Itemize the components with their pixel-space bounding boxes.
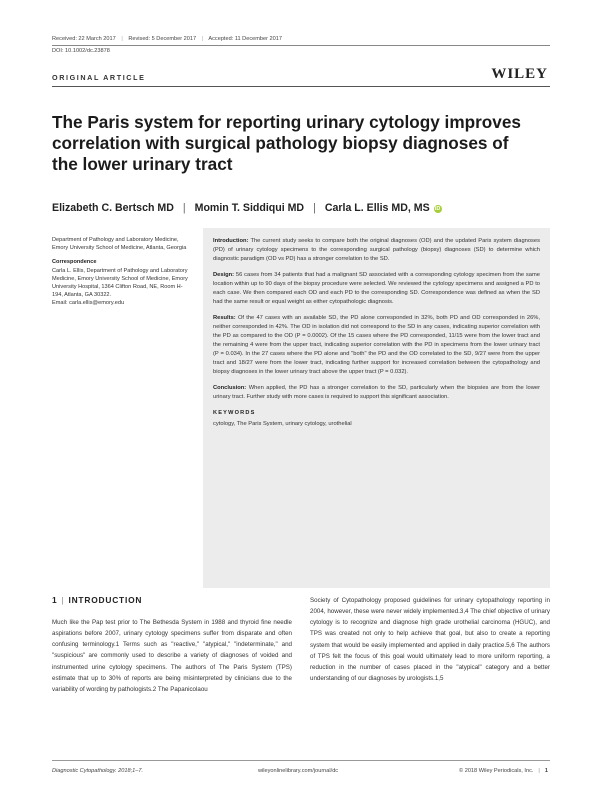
header-rule (52, 45, 550, 46)
orcid-icon[interactable]: iD (434, 206, 441, 212)
correspondence-address: Carla L. Ellis, Department of Pathology and Laboratory Medicine, Emory University School of Medicine, Emory University Hospital, 1364 Clifton Road, NE, Room H-194, Atlanta, GA 30322. (52, 267, 188, 299)
abstract-introduction (213, 237, 540, 264)
author-separator: | (182, 202, 186, 214)
label-results: Results: (213, 314, 236, 321)
body-column-left (52, 617, 292, 695)
conclusion-text: When applied, the PD has a stronger correlation to the SD, particularly when the biopsies are from the lower urinary tract. Further study with more cases is required to support this significant association. (213, 384, 540, 400)
body-column-right (310, 595, 550, 684)
accepted-date: Accepted: 11 December 2017 (208, 36, 282, 42)
correspondence-email[interactable]: Email: carla.ellis@emory.edu (52, 300, 125, 307)
publisher-logo: WILEY (491, 66, 548, 82)
affiliations (52, 236, 190, 314)
department: Department of Pathology and Laboratory Medicine, Emory University School of Medicine, Atlanta, Georgia (52, 237, 187, 252)
abstract-box (203, 228, 550, 588)
author-separator: | (313, 202, 316, 214)
page-number: 1 (544, 768, 548, 774)
label-design: Design: (213, 271, 235, 278)
article-type: ORIGINAL ARTICLE (52, 73, 146, 82)
correspondence-heading: Correspondence (52, 259, 97, 266)
section-heading (52, 595, 142, 605)
footer-rule (52, 760, 550, 761)
body-paragraph: Much like the Pap test prior to The Bethesda System in 1988 and thyroid fine needle aspirations before 2007, urinary cytology specimens suffer from disparate and often confusing terminology.1 Terms such as "reactive," "atypical," "indeterminate," and "suspicious" are commonly used to describe a variety of diagnoses of voided and instrumented urine cytology specimens. The authors of The Paris System (TPS) estimate that up to 30% of reports are being misinterpreted by clinicians due to the variability of wording by pathologists.2 The Papanicolaou (52, 619, 292, 693)
results-text: Of the 47 cases with an available SD, the PD alone corresponded in 32%, both PD and OD corresponded in 26%, neither corresponded in 42%. The OD in isolation did not correspond to the SD in any cases, indicating superior correlation with the PD as compared to the OD (P = 0.0002). Of the 15 cases where the PD corresponded, 11/15 were from the lower tract and the remaining 4 were from the upper tract, indicating superior correlation with the PD in specimens from the lower urinary tract (P = 0.034). In the 27 cases where the PD alone and "both" the PD and the OD correlated to the SD, 9/27 were from the upper tract and 18/27 were from the lower tract, indicating further support for increased correlation between the cytopathology and biopsy diagnoses in the lower urinary tract above the upper tract (P = 0.032). (213, 314, 540, 376)
title-rule (52, 86, 550, 87)
header-dates: | Revised: 5 December 2017 | Accepted: 11 December 2017 (121, 36, 282, 42)
abstract-conclusion (213, 384, 540, 402)
section-number: 1 (52, 595, 58, 605)
author-3[interactable]: Carla L. Ellis MD, MS (324, 202, 430, 214)
doi[interactable]: DOI: 10.1002/dc.23878 (52, 48, 110, 54)
revised-date: Revised: 5 December 2017 (128, 36, 197, 42)
label-conclusion: Conclusion: (213, 384, 247, 391)
journal-url[interactable]: wileyonlinelibrary.com/journal/dc (258, 768, 339, 774)
author-list (52, 202, 442, 214)
abstract-results (213, 314, 540, 378)
label-introduction: Introduction: (213, 238, 249, 244)
article-title: The Paris system for reporting urinary cytology improves correlation with surgical pathology biopsy diagnoses of the lower urinary tract (52, 112, 521, 174)
copyright: © 2018 Wiley Periodicals, Inc. (459, 768, 534, 774)
introduction-text: The current study seeks to compare both the original diagnoses (OD) and the updated Paris system diagnoses (PD) of urinary cytology specimens to the corresponding surgical pathology (biopsy) diagnoses (SD) to determine which diagnostic paradigm (OD vs PD) has a stronger correlation to the SD. (213, 238, 540, 263)
received-date: Received: 22 March 2017 (52, 36, 116, 42)
section-separator: | (61, 595, 65, 605)
journal-citation: Diagnostic Cytopathology. 2018;1–7. (52, 768, 144, 774)
copyright-and-page: © 2018 Wiley Periodicals, Inc. | 1 (459, 768, 548, 774)
design-text: 56 cases from 34 patients that had a malignant SD associated with a corresponding cytology specimen from the same location within up to 90 days of the biopsy procedure were selected. We reviewed the cytology specimens and assigned a PD to each case. We then compared each OD and each PD to the corresponding SD. Correspondence was defined as when the SD had the same result or equal weight as either cytopathologic diagnosis. (213, 271, 540, 306)
body-paragraph: Society of Cytopathology proposed guidelines for urinary cytopathology reporting in 2004, however, these were never widely implemented.3,4 The chief objective of urinary cytology is to recognize and diagnose high grade urothelial carcinoma (HGUC), and TPS was created not only to help achieve that goal, but also to create a reporting system that would be easily implemented and applied in daily practice.5,6 The authors of TPS felt the focus of this goal would ultimately lead to more uniform reporting, a reduction in the number of cases placed in the "atypical" category and a better understanding of our diagnoses by urologists.1,5 (310, 597, 550, 683)
abstract-design (213, 271, 540, 307)
author-1[interactable]: Elizabeth C. Bertsch MD (52, 202, 174, 214)
keywords-list: cytology, The Paris System, urinary cytology, urothelial (213, 420, 352, 427)
section-title: INTRODUCTION (68, 595, 143, 605)
author-2[interactable]: Momin T. Siddiqui MD (194, 202, 305, 214)
keywords-heading: KEYWORDS (213, 409, 256, 416)
